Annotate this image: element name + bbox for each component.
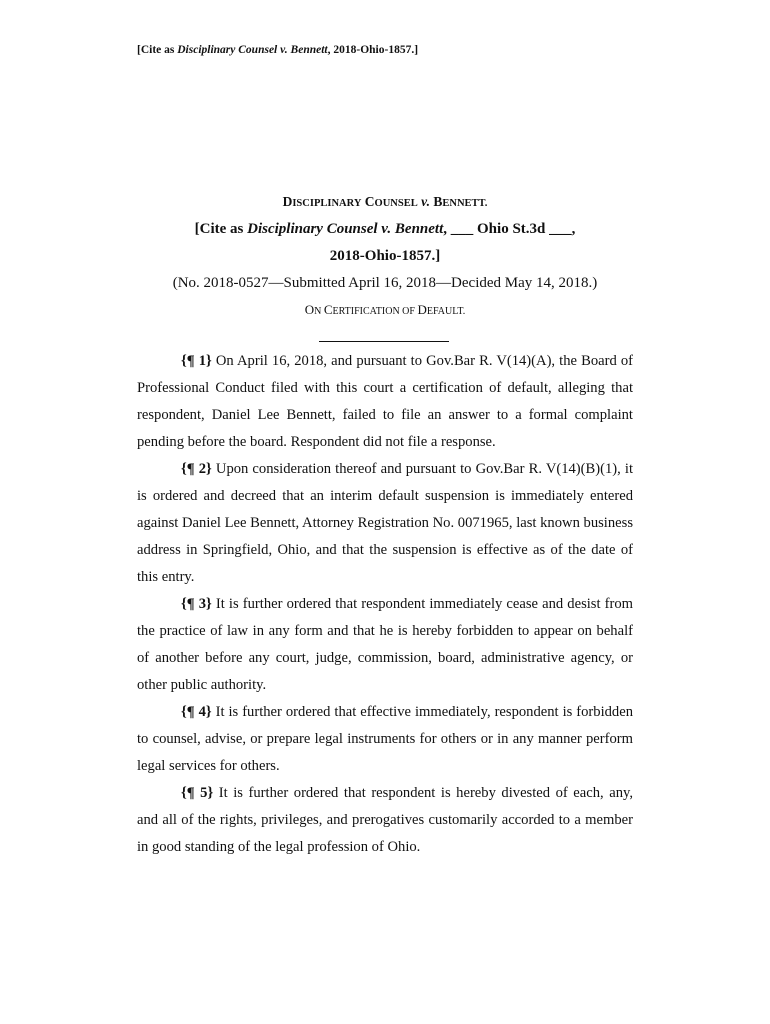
cert-c: C — [323, 302, 333, 317]
cert-ertification-of: ERTIFICATION OF — [332, 306, 418, 317]
paragraph-text: On April 16, 2018, and pursuant to Gov.Bar R. V(14)(A), the Board of Professional Conduct filed with this court a certification of default, alleging that respondent, Daniel Lee Bennett, failed to file an answer to a formal complaint pending before the board. Respondent did not file a response. — [137, 353, 633, 450]
docket-line: (No. 2018-0527—Submitted April 16, 2018—Decided May 14, 2018.) — [172, 275, 598, 291]
citation-line-2: 2018-Ohio-1857.] — [329, 248, 441, 264]
case-title-isciplinary: ISCIPLINARY — [292, 198, 362, 209]
citation-case-name: Disciplinary Counsel v. Bennett — [247, 221, 444, 237]
paragraph-number: {¶ 5} — [181, 785, 214, 801]
case-title-b: B — [433, 194, 443, 209]
cert-efault: EFAULT. — [426, 306, 466, 317]
case-title-ounsel: OUNSEL — [374, 198, 418, 209]
case-title-c: C — [364, 194, 375, 209]
paragraph-5 — [137, 780, 633, 861]
paragraph-number: {¶ 4} — [181, 704, 212, 720]
paragraph-number: {¶ 2} — [181, 461, 212, 477]
paragraph-text: It is further ordered that effective immediately, respondent is forbidden to counsel, advise, or prepare legal instruments for others or in any manner perform legal services for others. — [137, 704, 634, 774]
paragraph-text: It is further ordered that respondent immediately cease and desist from the practice of law in any form and that he is hereby forbidden to appear on behalf of another before any court, judge, commission, board, administrative agency, or other public authority. — [137, 596, 634, 693]
cert-n: N — [314, 306, 324, 317]
running-head-suffix: , 2018-Ohio-1857.] — [327, 44, 419, 56]
cert-d: D — [417, 302, 427, 317]
citation-prefix: [Cite as — [194, 221, 248, 237]
paragraph-4 — [137, 699, 633, 780]
running-head-citation — [137, 44, 418, 56]
case-title-v: v. — [421, 194, 430, 209]
case-title-d: D — [282, 194, 293, 209]
section-divider — [319, 341, 449, 342]
running-head-prefix: [Cite as — [137, 44, 178, 56]
running-head-case-name: Disciplinary Counsel v. Bennett — [177, 44, 328, 56]
citation-suffix: , ___ Ohio St.3d ___, — [443, 221, 576, 237]
paragraph-text: It is further ordered that respondent is hereby divested of each, any, and all of the rights, privileges, and prerogatives customarily accorded to a member in good standing of the legal profession of Ohio. — [137, 785, 634, 855]
paragraph-3 — [137, 591, 633, 699]
paragraph-1 — [137, 348, 633, 456]
paragraph-number: {¶ 1} — [181, 353, 212, 369]
case-title-ennett: ENNETT. — [442, 198, 488, 209]
citation-line-1 — [0, 221, 770, 238]
cert-o: O — [304, 302, 315, 317]
paragraph-2 — [137, 456, 633, 591]
paragraph-text: Upon consideration thereof and pursuant to Gov.Bar R. V(14)(B)(1), it is ordered and decreed that an interim default suspension is immediately entered against Daniel Lee Bennett, Attorney Registration No. 0071965, last known business address in Springfield, Ohio, and that the suspension is effective as of the date of this entry. — [137, 461, 633, 585]
certification-heading — [0, 302, 770, 318]
case-title — [0, 194, 770, 210]
paragraph-number: {¶ 3} — [181, 596, 212, 612]
